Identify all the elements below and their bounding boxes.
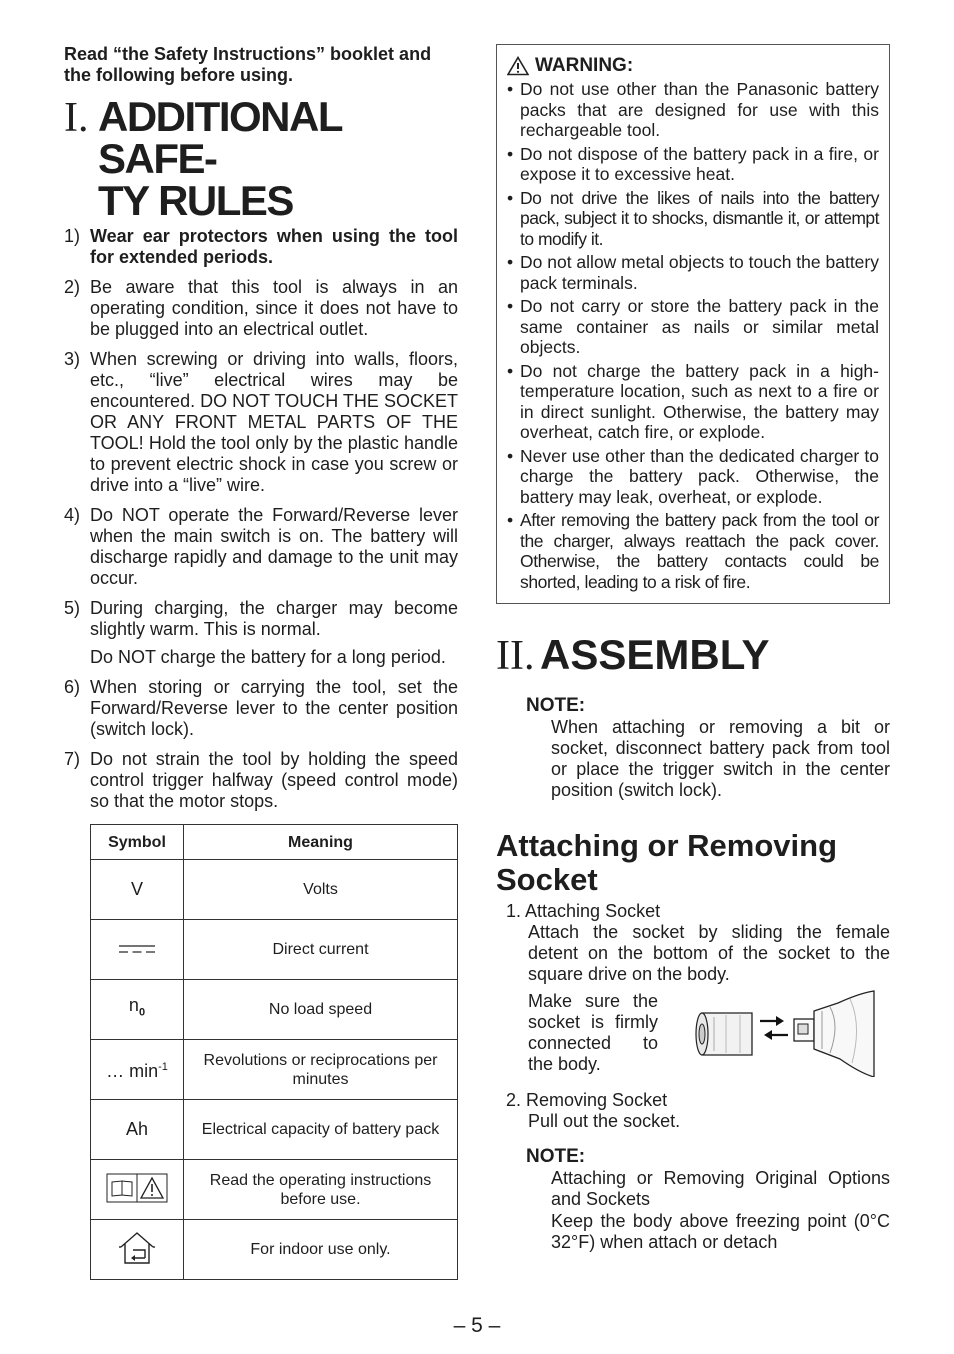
symbol-cell bbox=[91, 1220, 184, 1280]
rule-text bbox=[90, 598, 458, 668]
symbol-cell: Ah bbox=[91, 1100, 184, 1160]
socket-attach-illustration bbox=[690, 985, 880, 1077]
rule-text: Wear ear protectors when using the tool for extended periods. bbox=[90, 226, 458, 267]
table-header-row bbox=[91, 825, 458, 860]
rule-item bbox=[64, 277, 458, 340]
warning-item: • Do not dispose of the battery pack in a fire, or expose it to excessive heat. bbox=[507, 143, 879, 184]
rule-text: When storing or carrying the tool, set the Forward/Reverse lever to the center position (switch lock). bbox=[90, 677, 458, 739]
note-label: NOTE: bbox=[526, 1146, 586, 1167]
warning-item: • Do not carry or store the battery pack in the same container as nails or similar metal objects. bbox=[507, 296, 879, 357]
step-title: 1. Attaching Socket bbox=[506, 901, 661, 921]
warning-box bbox=[496, 44, 890, 604]
rule-item bbox=[64, 226, 458, 268]
rule-item bbox=[64, 598, 458, 668]
symbol-subscript: 0 bbox=[138, 1006, 146, 1019]
note-text: When attaching or removing a bit or socket, disconnect battery pack from tool or place the trigger switch in the center position (switch lock). bbox=[551, 717, 890, 800]
table-row bbox=[91, 1160, 458, 1220]
symbol-cell bbox=[91, 920, 184, 980]
symbol-superscript: -1 bbox=[158, 1061, 168, 1073]
rule-text: Do not strain the tool by holding the speed control trigger halfway (speed control mode) so that the motor stops. bbox=[90, 749, 458, 811]
rule-number: 7) bbox=[64, 749, 81, 769]
warning-item: • Do not drive the likes of nails into the battery pack, subject it to shocks, dismantle it, or attempt to modify it. bbox=[507, 187, 879, 249]
warning-triangle-icon bbox=[507, 56, 529, 76]
section2-heading bbox=[496, 631, 890, 679]
rule-text: Be aware that this tool is always in an operating condition, since it does not have to be plugged into an electrical outlet. bbox=[90, 277, 458, 339]
warning-title bbox=[507, 55, 879, 77]
step-body: Attach the socket by sliding the female detent on the bottom of the socket to the square drive on the body. bbox=[528, 922, 890, 984]
rule-paragraph: During charging, the charger may become slightly warm. This is normal. bbox=[90, 598, 458, 639]
symbol-cell bbox=[91, 1160, 184, 1220]
table-row bbox=[91, 920, 458, 980]
warning-text: Do not carry or store the battery pack in the same container as nails or similar metal objects. bbox=[520, 296, 879, 357]
symbol-cell: V bbox=[91, 860, 184, 920]
symbol-column-header: Symbol bbox=[91, 825, 184, 860]
section1-heading bbox=[64, 93, 458, 224]
warning-item: • After removing the battery pack from the tool or the charger, always reattach the pack cover. Otherwise, the battery contacts could be shorted, leading to a risk of fire. bbox=[507, 510, 879, 592]
warning-text: Do not charge the battery pack in a high-temperature location, such as next to a fire or in direct sunlight. Otherwise, the battery may overheat, catch fire, or explode. bbox=[520, 360, 879, 442]
safety-rules-list bbox=[64, 226, 458, 812]
warning-item: • Do not allow metal objects to touch the battery pack terminals. bbox=[507, 252, 879, 293]
note-text: Keep the body above freezing point (0°C 32°F) when attach or detach bbox=[551, 1211, 890, 1252]
meaning-cell: Revolutions or reciprocations per minutes bbox=[184, 1040, 458, 1100]
warning-text: Do not allow metal objects to touch the battery pack terminals. bbox=[520, 252, 879, 293]
rule-item bbox=[64, 749, 458, 812]
table-row bbox=[91, 980, 458, 1040]
note-label: NOTE: bbox=[526, 695, 586, 716]
note-text: Attaching or Removing Original Options and Sockets bbox=[551, 1168, 890, 1209]
rule-number: 6) bbox=[64, 677, 81, 697]
rule-number: 2) bbox=[64, 277, 81, 297]
symbol-text: … min bbox=[106, 1061, 159, 1081]
table-row bbox=[91, 1040, 458, 1100]
rule-number: 1) bbox=[64, 226, 81, 246]
rule-item bbox=[64, 677, 458, 740]
table-row bbox=[91, 860, 458, 920]
intro-text: Read “the Safety Instructions” booklet and the following before using. bbox=[64, 44, 432, 85]
rule-number: 3) bbox=[64, 349, 81, 369]
page-number: – 5 – bbox=[453, 1314, 501, 1337]
section2-roman: II. bbox=[496, 633, 535, 679]
rule-item bbox=[64, 349, 458, 496]
warning-label: WARNING: bbox=[535, 55, 634, 76]
meaning-cell: For indoor use only. bbox=[184, 1220, 458, 1280]
warning-item: • Do not use other than the Panasonic battery packs that are designed for use with this rechargeable tool. bbox=[507, 79, 879, 140]
warning-item: • Do not charge the battery pack in a high-temperature location, such as next to a fire or in direct sunlight. Otherwise, the battery may overheat, catch fire, or explode. bbox=[507, 360, 879, 442]
meaning-cell: No load speed bbox=[184, 980, 458, 1040]
table-row bbox=[91, 1100, 458, 1160]
symbol-cell bbox=[91, 1040, 184, 1100]
section2-title: ASSEMBLY bbox=[540, 631, 770, 678]
warning-text: Do not dispose of the battery pack in a fire, or expose it to excessive heat. bbox=[520, 143, 879, 184]
symbol-text: n bbox=[128, 995, 139, 1016]
symbol-table bbox=[90, 824, 458, 1280]
subsection-title: Attaching or Removing Socket bbox=[496, 828, 838, 897]
meaning-cell: Read the operating instructions before use. bbox=[184, 1160, 458, 1220]
section1-title: ADDITIONAL SAFE- TY RULES bbox=[98, 93, 342, 224]
rule-item bbox=[64, 505, 458, 589]
meaning-cell: Direct current bbox=[184, 920, 458, 980]
warning-text: Do not drive the likes of nails into the battery pack, subject it to shocks, dismantle it, or attempt to modify it. bbox=[520, 187, 879, 249]
rule-text: When screwing or driving into walls, floors, etc., “live” electrical wires may be encountered. DO NOT TOUCH THE SOCKET OR ANY FRONT METAL PARTS OF THE TOOL! Hold the tool only by the plastic handle to prevent electric shock in case you screw or drive into a “live” wire. bbox=[90, 349, 458, 495]
rule-number: 4) bbox=[64, 505, 81, 525]
symbol-cell bbox=[91, 980, 184, 1040]
meaning-cell: Volts bbox=[184, 860, 458, 920]
warning-text: Do not use other than the Panasonic battery packs that are designed for use with this rechargeable tool. bbox=[520, 79, 879, 140]
socket-check-text: Make sure the socket is firmly connected to the body. bbox=[528, 991, 658, 1074]
direct-current-icon bbox=[117, 943, 157, 955]
table-row bbox=[91, 1220, 458, 1280]
meaning-cell: Electrical capacity of battery pack bbox=[184, 1100, 458, 1160]
rule-number: 5) bbox=[64, 598, 81, 618]
rule-paragraph: Do NOT charge the battery for a long period. bbox=[90, 647, 446, 667]
meaning-column-header: Meaning bbox=[184, 825, 458, 860]
step-body: Pull out the socket. bbox=[528, 1111, 681, 1131]
warning-text: After removing the battery pack from the tool or the charger, always reattach the pack cover. Otherwise, the battery contacts could be shorted, leading to a risk of fire. bbox=[520, 510, 879, 592]
rule-text: Do NOT operate the Forward/Reverse lever when the main switch is on. The battery will discharge rapidly and damage to the unit may occur. bbox=[90, 505, 458, 588]
warning-item: • Never use other than the dedicated charger to charge the battery pack. Otherwise, the battery may leak, overheat, or explode. bbox=[507, 445, 879, 507]
section1-roman: I. bbox=[64, 95, 89, 141]
book-warning-icon bbox=[106, 1173, 168, 1203]
warning-text: Never use other than the dedicated charger to charge the battery pack. Otherwise, the battery may leak, overheat, or explode. bbox=[520, 445, 879, 507]
socket-illustration bbox=[690, 985, 880, 1082]
step-title: 2. Removing Socket bbox=[506, 1090, 668, 1110]
left-column bbox=[64, 44, 458, 821]
right-column bbox=[496, 44, 890, 1253]
indoor-house-icon bbox=[117, 1230, 157, 1266]
socket-instruction-row bbox=[528, 991, 890, 1082]
